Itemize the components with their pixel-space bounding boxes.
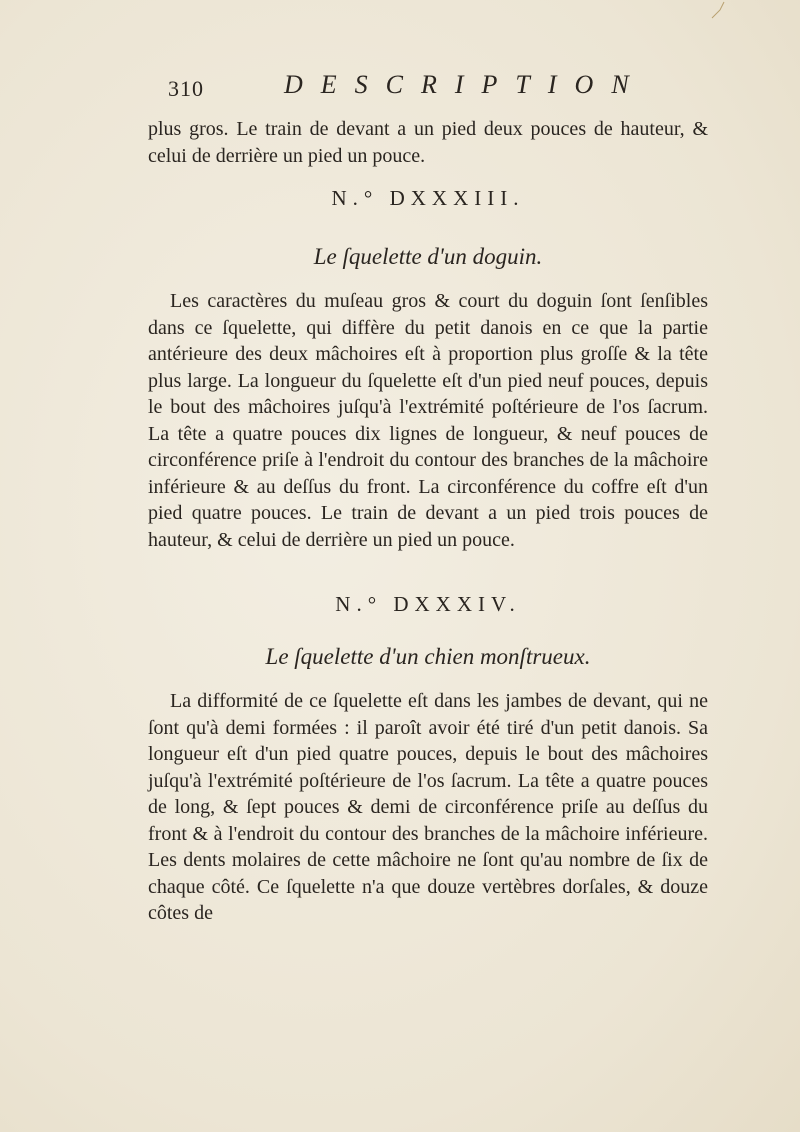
entry-number-534: N.° DXXXIV. <box>335 592 521 616</box>
intro-paragraph-block <box>148 116 708 169</box>
entry-title-534: Le ſquelette d'un chien monſtrueux. <box>265 644 591 669</box>
entry-body-block-534 <box>148 688 708 927</box>
entry-body-block-533 <box>148 288 708 553</box>
entry-title-533: Le ſquelette d'un doguin. <box>313 244 543 269</box>
corner-pencil-mark-icon <box>708 0 728 20</box>
entry-body-534: La difformité de ce ſquelette eſt dans les jambes de devant, qui ne ſont qu'à demi formées : il paroît avoir été tiré d'un petit danois. Sa longueur eſt d'un pied quatre pouces, depuis le bout des mâchoires juſqu'à l'extrémité poſtérieure de l'os ſacrum. La tête a quatre pouces de long, & ſept pouces & demi de circonférence priſe au deſſus du front & à l'endroit du contour des branches de la mâchoire inférieure. Les dents molaires de cette mâchoire ne ſont qu'au nombre de ſix de chaque côté. Ce ſquelette n'a que douze vertèbres dorſales, & douze côtes de <box>148 690 708 924</box>
page-number: 310 <box>168 76 204 101</box>
entry-body-533: Les caractères du muſeau gros & court du doguin ſont ſenſibles dans ce ſquelette, qui diffère du petit danois en ce que la partie antérieure des deux mâchoires eſt à proportion plus groſſe & la tête plus large. La longueur du ſquelette eſt d'un pied neuf pouces, depuis le bout des mâchoires juſqu'à l'extrémité poſtérieure de l'os ſacrum. La tête a quatre pouces dix lignes de longueur, & neuf pouces de circonférence priſe à l'endroit du contour des branches de la mâchoire inférieure & au deſſus du front. La circonférence du coffre eſt d'un pied quatre pouces. Le train de devant a un pied trois pouces de hauteur, & celui de derrière un pied un pouce. <box>148 290 708 551</box>
page-header <box>168 70 708 110</box>
entry-number-533: N.° DXXXIII. <box>331 186 525 210</box>
running-title: DESCRIPTION <box>284 70 647 99</box>
intro-paragraph: plus gros. Le train de devant a un pied deux pouces de hauteur, & celui de derrière un pied un pouce. <box>148 118 708 167</box>
